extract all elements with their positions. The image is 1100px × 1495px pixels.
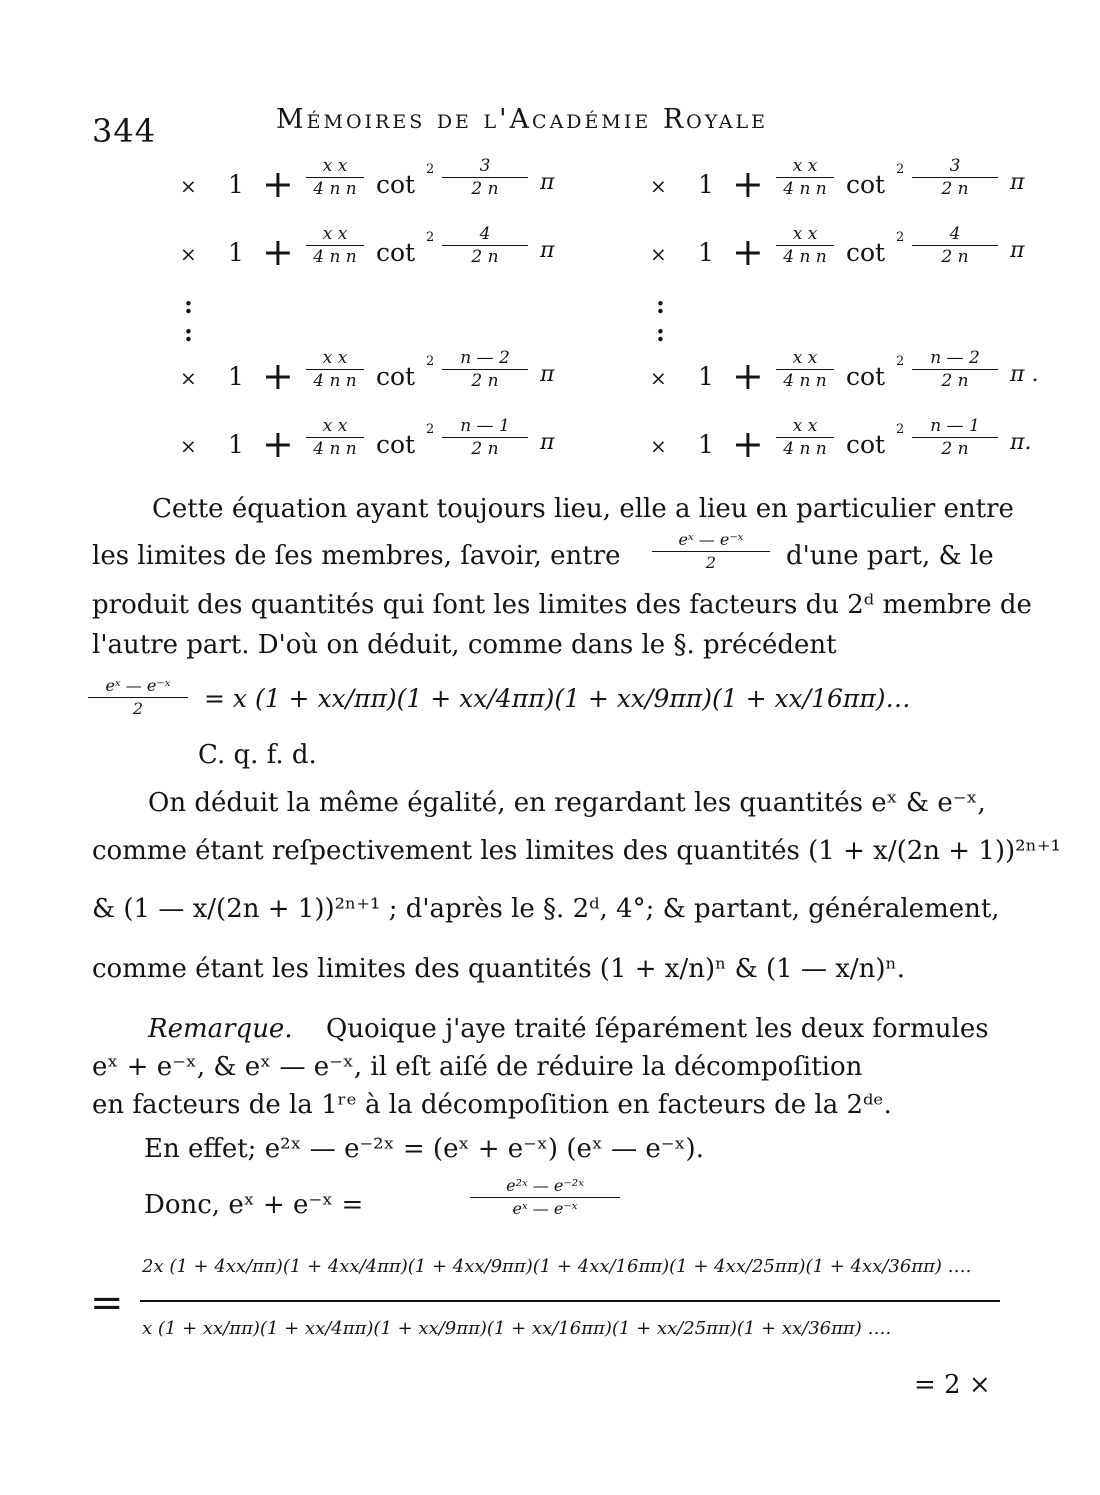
- fraction-bar: [912, 245, 998, 246]
- product-factor-row: [180, 416, 580, 476]
- fraction-bar: [776, 245, 834, 246]
- square-exponent: 2: [426, 422, 435, 437]
- text-line: Cette équation ayant toujours lieu, elle a lieu en particulier entre: [152, 494, 1014, 524]
- fraction-numerator: x x: [322, 156, 348, 176]
- text-line: l'autre part. D'où on déduit, comme dans le §. précédent: [92, 630, 837, 660]
- fraction-denominator: 4 n n: [783, 247, 827, 267]
- running-title: Mémoires de l'Académie Royale: [276, 104, 769, 135]
- text-line: Quoique j'aye traité ſéparément les deux formules: [326, 1014, 989, 1044]
- unity: 1: [698, 430, 714, 459]
- times-sign: ×: [650, 242, 667, 266]
- big-fraction-bar: [140, 1300, 1000, 1302]
- coefficient-fraction: [306, 348, 364, 391]
- coefficient-fraction: [776, 156, 834, 199]
- fraction-denominator: 2 n: [941, 247, 969, 267]
- fraction-numerator: x x: [792, 156, 818, 176]
- continuation-dots: :: [656, 290, 665, 319]
- cot-function: cot: [376, 430, 416, 459]
- product-factor-row: [650, 156, 1050, 216]
- continuation-dots: :: [184, 290, 193, 319]
- fraction-bar: [306, 177, 364, 178]
- continuation-dots: :: [656, 318, 665, 347]
- product-factor-row: [180, 348, 580, 408]
- text-line: comme étant reſpectivement les limites des quantités (1 + x/(2n + 1))²ⁿ⁺¹: [92, 836, 1061, 866]
- fraction-numerator: 3: [479, 156, 491, 176]
- equals-sign: =: [90, 1280, 124, 1326]
- pi-symbol: π: [540, 362, 555, 387]
- coefficient-fraction: [776, 348, 834, 391]
- big-fraction-denominator: x (1 + xx/ππ)(1 + xx/4ππ)(1 + xx/9ππ)(1 + xx/16ππ)(1 + xx/25ππ)(1 + xx/36ππ) ….: [142, 1318, 892, 1339]
- fraction-denominator: eˣ — e⁻ˣ: [512, 1199, 578, 1218]
- pi-symbol: π: [1010, 238, 1025, 263]
- fraction-denominator: 2 n: [471, 179, 499, 199]
- fraction-numerator: n — 1: [930, 416, 980, 436]
- fraction-bar: [306, 437, 364, 438]
- fraction-denominator: 2 n: [941, 439, 969, 459]
- unity: 1: [698, 170, 714, 199]
- square-exponent: 2: [426, 230, 435, 245]
- continuation-dots: :: [184, 318, 193, 347]
- angle-fraction: [442, 348, 528, 391]
- plus-sign: +: [262, 422, 294, 466]
- times-sign: ×: [180, 174, 197, 198]
- unity: 1: [228, 170, 244, 199]
- square-exponent: 2: [896, 422, 905, 437]
- unity: 1: [228, 238, 244, 267]
- text-line: produit des quantités qui ſont les limites des facteurs du 2ᵈ membre de: [92, 590, 1032, 620]
- plus-sign: +: [262, 354, 294, 398]
- fraction-denominator: 2 n: [471, 439, 499, 459]
- pi-symbol: π: [540, 430, 555, 455]
- pi-symbol: π.: [1010, 430, 1032, 455]
- pi-symbol: π: [1010, 170, 1025, 195]
- fraction-numerator: n — 2: [930, 348, 980, 368]
- angle-fraction: [912, 416, 998, 459]
- fraction-bar: [912, 369, 998, 370]
- fraction-bar: [652, 551, 770, 552]
- coefficient-fraction: [776, 416, 834, 459]
- cot-function: cot: [846, 238, 886, 267]
- fraction-numerator: e²ˣ — e⁻²ˣ: [506, 1176, 584, 1195]
- fraction-bar: [442, 437, 528, 438]
- cot-function: cot: [846, 362, 886, 391]
- product-factor-row: [650, 416, 1050, 476]
- coefficient-fraction: [776, 224, 834, 267]
- equation-lhs-fraction: [88, 676, 188, 719]
- times-sign: ×: [650, 174, 667, 198]
- coefficient-fraction: [306, 224, 364, 267]
- fraction-numerator: 4: [479, 224, 491, 244]
- product-factor-row: [180, 156, 580, 216]
- fraction-numerator: eˣ — e⁻ˣ: [678, 530, 744, 549]
- fraction-denominator: 2 n: [471, 371, 499, 391]
- cot-function: cot: [376, 238, 416, 267]
- fraction-numerator: x x: [792, 224, 818, 244]
- unity: 1: [698, 362, 714, 391]
- angle-fraction: [442, 416, 528, 459]
- fraction-bar: [88, 697, 188, 698]
- fraction-bar: [776, 369, 834, 370]
- fraction-numerator: n — 2: [460, 348, 510, 368]
- fraction-numerator: x x: [322, 416, 348, 436]
- fraction-denominator: 4 n n: [313, 247, 357, 267]
- text-line: & (1 — x/(2n + 1))²ⁿ⁺¹ ; d'après le §. 2ᵈ, 4°; & partant, généralement,: [92, 894, 1000, 924]
- fraction-numerator: x x: [322, 348, 348, 368]
- square-exponent: 2: [426, 354, 435, 369]
- pi-symbol: π .: [1010, 362, 1039, 387]
- continuation-text: = 2 ×: [914, 1370, 991, 1400]
- fraction-numerator: x x: [792, 348, 818, 368]
- plus-sign: +: [262, 230, 294, 274]
- times-sign: ×: [650, 434, 667, 458]
- plus-sign: +: [732, 354, 764, 398]
- text-line: On déduit la même égalité, en regardant les quantités eˣ & e⁻ˣ,: [148, 788, 986, 818]
- fraction-bar: [912, 437, 998, 438]
- big-fraction-numerator: 2x (1 + 4xx/ππ)(1 + 4xx/4ππ)(1 + 4xx/9ππ)(1 + 4xx/16ππ)(1 + 4xx/25ππ)(1 + 4xx/36ππ) ….: [142, 1256, 972, 1277]
- fraction-denominator: 2 n: [941, 371, 969, 391]
- fraction-denominator: 2: [132, 699, 144, 718]
- cot-function: cot: [376, 170, 416, 199]
- fraction-denominator: 4 n n: [313, 439, 357, 459]
- plus-sign: +: [732, 422, 764, 466]
- text-line: En effet; e²ˣ — e⁻²ˣ = (eˣ + e⁻ˣ) (eˣ — e⁻ˣ).: [144, 1134, 704, 1164]
- inline-fraction: [470, 1176, 620, 1219]
- fraction-numerator: 4: [949, 224, 961, 244]
- fraction-bar: [306, 369, 364, 370]
- times-sign: ×: [180, 366, 197, 390]
- fraction-denominator: 2 n: [941, 179, 969, 199]
- angle-fraction: [912, 348, 998, 391]
- times-sign: ×: [180, 434, 197, 458]
- fraction-numerator: x x: [792, 416, 818, 436]
- cqfd: C. q. f. d.: [198, 740, 317, 770]
- fraction-denominator: 2 n: [471, 247, 499, 267]
- text-line: en facteurs de la 1ʳᵉ à la décompoſition en facteurs de la 2ᵈᵉ.: [92, 1090, 892, 1120]
- square-exponent: 2: [896, 354, 905, 369]
- times-sign: ×: [650, 366, 667, 390]
- cot-function: cot: [846, 430, 886, 459]
- fraction-bar: [470, 1197, 620, 1198]
- product-factor-row: [650, 224, 1050, 284]
- angle-fraction: [912, 224, 998, 267]
- square-exponent: 2: [426, 162, 435, 177]
- fraction-denominator: 2: [705, 553, 717, 572]
- fraction-denominator: 4 n n: [783, 371, 827, 391]
- coefficient-fraction: [306, 156, 364, 199]
- fraction-numerator: 3: [949, 156, 961, 176]
- fraction-bar: [442, 245, 528, 246]
- cot-function: cot: [846, 170, 886, 199]
- times-sign: ×: [180, 242, 197, 266]
- fraction-numerator: x x: [322, 224, 348, 244]
- angle-fraction: [442, 156, 528, 199]
- product-factor-row: [650, 348, 1050, 408]
- fraction-bar: [442, 177, 528, 178]
- text-line: les limites de ſes membres, ſavoir, entre: [92, 541, 621, 571]
- angle-fraction: [912, 156, 998, 199]
- fraction-denominator: 4 n n: [783, 439, 827, 459]
- text-line: eˣ + e⁻ˣ, & eˣ — e⁻ˣ, il eſt aiſé de réduire la décompoſition: [92, 1052, 863, 1082]
- unity: 1: [698, 238, 714, 267]
- text-line: Donc, eˣ + e⁻ˣ =: [144, 1190, 364, 1220]
- fraction-bar: [306, 245, 364, 246]
- product-factor-row: [180, 224, 580, 284]
- page-number: 344: [92, 112, 157, 150]
- fraction-bar: [776, 437, 834, 438]
- fraction-numerator: n — 1: [460, 416, 510, 436]
- product-formula: = x (1 + xx/ππ)(1 + xx/4ππ)(1 + xx/9ππ)(1 + xx/16ππ)…: [204, 684, 911, 713]
- text-line: comme étant les limites des quantités (1 + x/n)ⁿ & (1 — x/n)ⁿ.: [92, 954, 906, 984]
- square-exponent: 2: [896, 230, 905, 245]
- text-line: d'une part, & le: [786, 541, 994, 571]
- unity: 1: [228, 430, 244, 459]
- cot-function: cot: [376, 362, 416, 391]
- inline-fraction: [652, 530, 770, 573]
- pi-symbol: π: [540, 170, 555, 195]
- fraction-numerator: eˣ — e⁻ˣ: [105, 676, 171, 695]
- square-exponent: 2: [896, 162, 905, 177]
- remark-label: Remarque.: [148, 1014, 293, 1044]
- angle-fraction: [442, 224, 528, 267]
- fraction-denominator: 4 n n: [313, 179, 357, 199]
- plus-sign: +: [732, 230, 764, 274]
- coefficient-fraction: [306, 416, 364, 459]
- fraction-denominator: 4 n n: [313, 371, 357, 391]
- fraction-denominator: 4 n n: [783, 179, 827, 199]
- unity: 1: [228, 362, 244, 391]
- fraction-bar: [912, 177, 998, 178]
- fraction-bar: [442, 369, 528, 370]
- fraction-bar: [776, 177, 834, 178]
- plus-sign: +: [732, 162, 764, 206]
- plus-sign: +: [262, 162, 294, 206]
- pi-symbol: π: [540, 238, 555, 263]
